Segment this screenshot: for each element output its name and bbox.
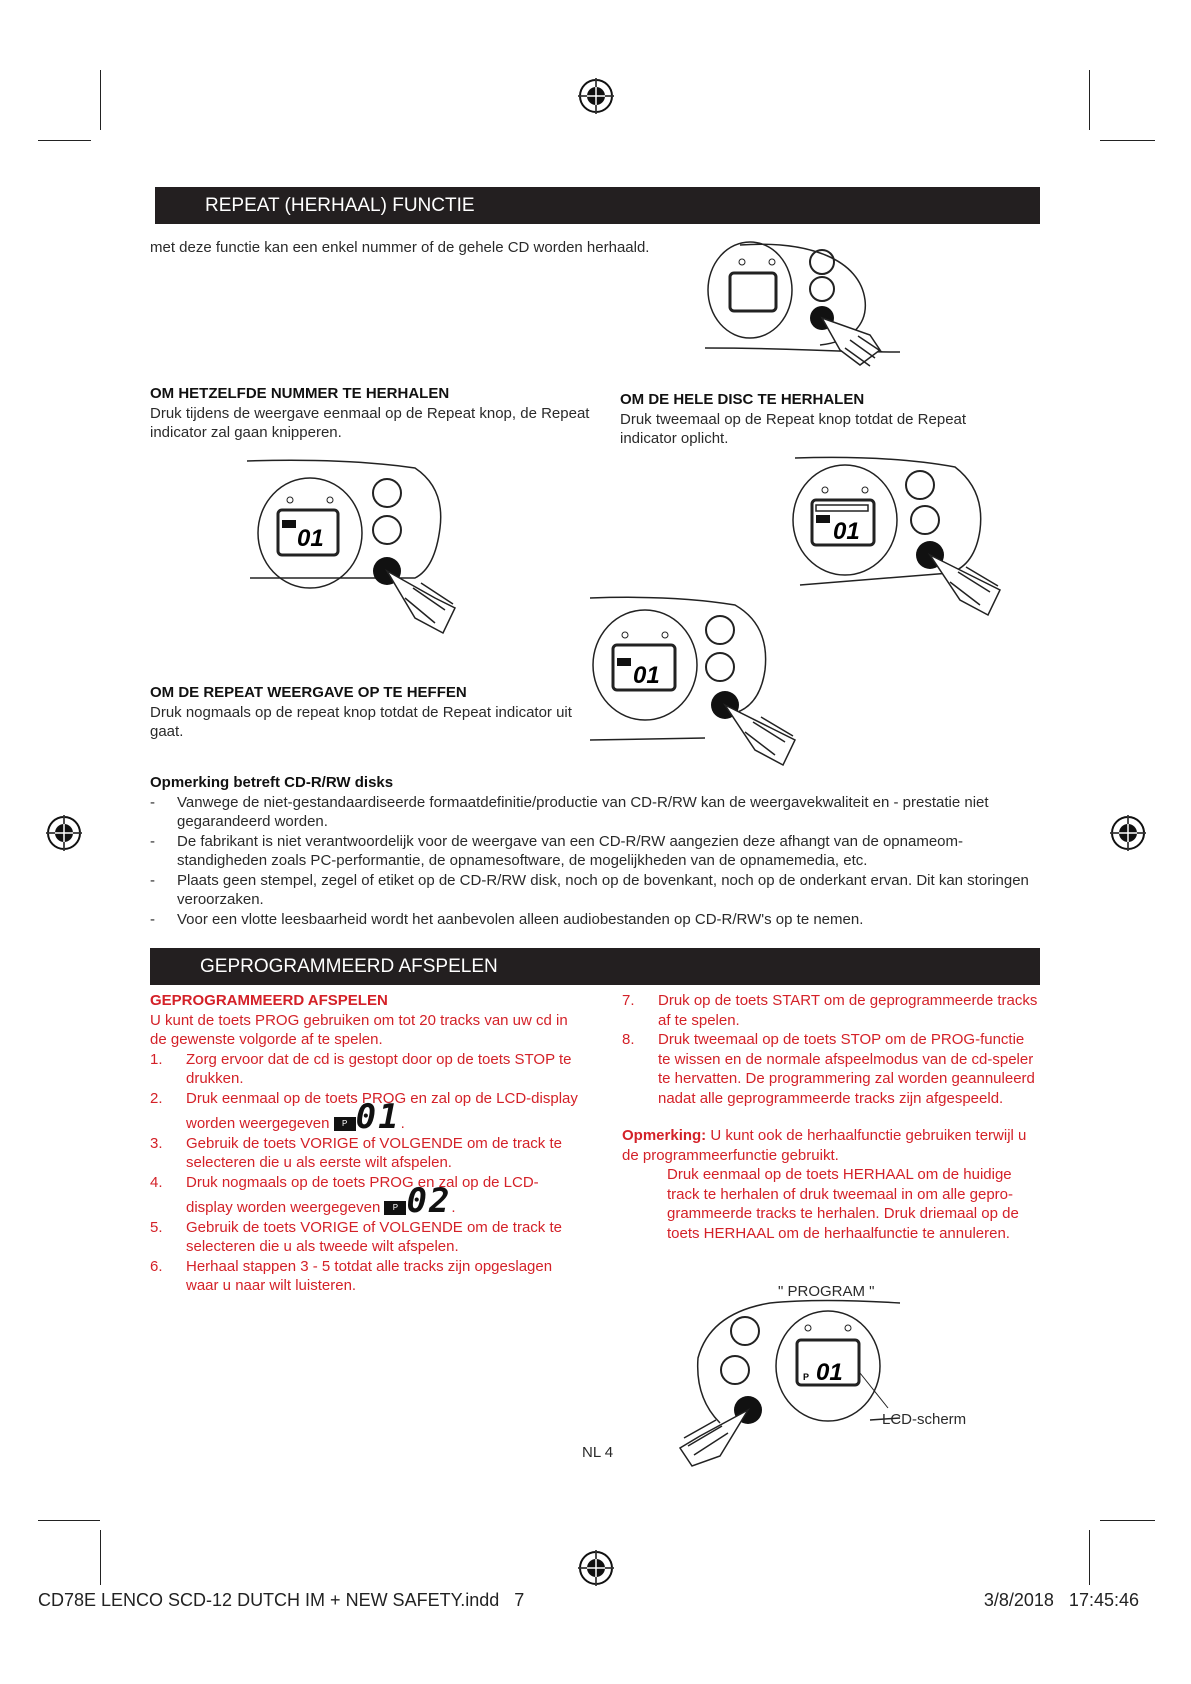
cd-player-program-illustration	[670, 1298, 910, 1468]
cancel-body: Druk nogmaals op de repeat knop totdat de Repeat indicator uit gaat.	[150, 703, 572, 740]
cd-player-repeat-all-illustration	[790, 455, 1020, 620]
cd-player-repeat-off-illustration	[585, 595, 815, 770]
list-item: - De fabrikant is niet verantwoordelijk voor de weergave van een CD-R/RW aangezien deze afhangt van de opnameom-standigheden zoals PC-performantie, de opnamesoftware, de mogelijkheden van de opnamemedia, etc.	[150, 832, 963, 869]
cancel-block	[150, 683, 595, 742]
program-steps-left	[150, 1050, 580, 1296]
section-title-program: GEPROGRAMMEERD AFSPELEN	[150, 948, 1040, 985]
registration-mark-icon	[576, 76, 616, 116]
same-track-body: Druk tijdens de weergave eenmaal op de Repeat knop, de Repeat indicator zal gaan knipperen.	[150, 404, 590, 441]
program-right-column	[622, 991, 1040, 1243]
cd-player-repeat-illustration	[700, 240, 910, 375]
cd-player-repeat-blink-illustration	[245, 458, 475, 638]
program-note-first: U kunt ook de herhaalfunctie gebruiken terwijl u de programmeerfunctie gebruikt.	[622, 1127, 1027, 1164]
cd-note-list	[150, 793, 1040, 930]
whole-disc-block	[620, 390, 1020, 449]
list-item: 7. Druk op de toets START om de geprogrammeerde tracks af te spelen.	[622, 992, 1038, 1029]
program-note	[622, 1126, 1040, 1165]
list-item: - Vanwege de niet-gestandaardiseerde formaatdefinitie/productie van CD-R/RW kan de weergavekwaliteit en - prestatie niet gegarandeerd worden.	[150, 793, 989, 830]
list-item: 4. Druk nogmaals op de toets PROG en zal op de LCD-display worden weergegeven P 02.	[150, 1173, 539, 1221]
cd-note-block	[150, 773, 1040, 929]
program-intro: U kunt de toets PROG gebruiken om tot 20 tracks van uw cd in de gewenste volgorde af te spelen.	[150, 1011, 568, 1048]
svg-text:P: P	[803, 1372, 810, 1382]
list-item: - Plaats geen stempel, zegel of etiket op de CD-R/RW disk, noch op de bovenkant, noch op de onderkant ervan. Dit kan storingen veroorzaken.	[150, 871, 1029, 908]
lcd-value: 01	[833, 518, 860, 545]
page-number: NL 4	[582, 1444, 614, 1461]
registration-mark-icon	[44, 813, 84, 853]
lcd-value: 02	[406, 1181, 452, 1221]
list-item: - Voor een vlotte leesbaarheid wordt het aanbevolen alleen audiobestanden op CD-R/RW's op te nemen.	[150, 910, 864, 928]
same-track-heading	[150, 384, 610, 443]
crop-mark	[100, 1530, 101, 1585]
lcd-value: 01	[633, 662, 660, 689]
crop-mark	[38, 1520, 100, 1521]
list-item: 6. Herhaal stappen 3 - 5 totdat alle tracks zijn opgeslagen waar u naar wilt luisteren.	[150, 1257, 553, 1294]
list-item: 1. Zorg ervoor dat de cd is gestopt door op de toets STOP te drukken.	[150, 1050, 572, 1087]
registration-mark-icon	[1108, 813, 1148, 853]
list-item: 5. Gebruik de toets VORIGE of VOLGENDE om de track te selecteren die u als tweede wilt afspelen.	[150, 1218, 562, 1255]
crop-mark	[1100, 140, 1155, 141]
program-label: " PROGRAM "	[778, 1283, 875, 1300]
lcd-screen-label: LCD-scherm	[882, 1411, 967, 1428]
lcd-value: 01	[816, 1359, 843, 1386]
crop-mark	[1100, 1520, 1155, 1521]
same-track-title: OM HETZELFDE NUMMER TE HERHALEN	[150, 385, 450, 402]
prog-indicator-icon: P	[334, 1117, 356, 1131]
repeat-intro: met deze functie kan een enkel nummer of de gehele CD worden herhaald.	[150, 239, 650, 256]
whole-disc-title: OM DE HELE DISC TE HERHALEN	[620, 391, 865, 408]
list-item: 8. Druk tweemaal op de toets STOP om de PROG-functie te wissen en de normale afspeelmodus van de cd-speler te hervatten. De programmering zal worden geannuleerd nadat alle geprogrammeerde tracks zijn afgespeeld.	[622, 1031, 1035, 1107]
cancel-title: OM DE REPEAT WEERGAVE OP TE HEFFEN	[150, 684, 467, 701]
prog-indicator-icon: P	[384, 1201, 406, 1215]
lcd-value: 01	[355, 1097, 401, 1137]
program-subheading: GEPROGRAMMEERD AFSPELEN	[150, 992, 388, 1009]
crop-mark	[1089, 1530, 1090, 1585]
program-left-column	[150, 991, 580, 1296]
list-item: 2. Druk eenmaal op de toets PROG en zal op de LCD-display worden weergegeven P 01.	[150, 1089, 578, 1137]
program-note-label: Opmerking:	[622, 1127, 707, 1144]
whole-disc-body: Druk tweemaal op de Repeat knop totdat de Repeat indicator oplicht.	[620, 410, 967, 447]
crop-mark	[100, 70, 101, 130]
program-steps-right	[622, 991, 1040, 1108]
program-note-rest: Druk eenmaal op de toets HERHAAL om de huidige track te herhalen of druk tweemaal in om alle gepro-grammeerde tracks te herhalen. Druk driemaal op de toets HERHAAL om de herhaalfunctie te annuleren.	[667, 1166, 1019, 1242]
footer-date: 3/8/2018 17:45:46	[983, 1590, 1139, 1610]
crop-mark	[1089, 70, 1090, 130]
lcd-value: 01	[297, 525, 324, 552]
cd-note-heading: Opmerking betreft CD-R/RW disks	[150, 774, 394, 791]
section-title-repeat: REPEAT (HERHAAL) FUNCTIE	[155, 187, 1040, 224]
footer-file: CD78E LENCO SCD-12 DUTCH IM + NEW SAFETY.indd 7	[38, 1590, 525, 1610]
crop-mark	[38, 140, 91, 141]
list-item: 3. Gebruik de toets VORIGE of VOLGENDE om de track te selecteren die u als eerste wilt afspelen.	[150, 1134, 562, 1171]
registration-mark-icon	[576, 1548, 616, 1588]
